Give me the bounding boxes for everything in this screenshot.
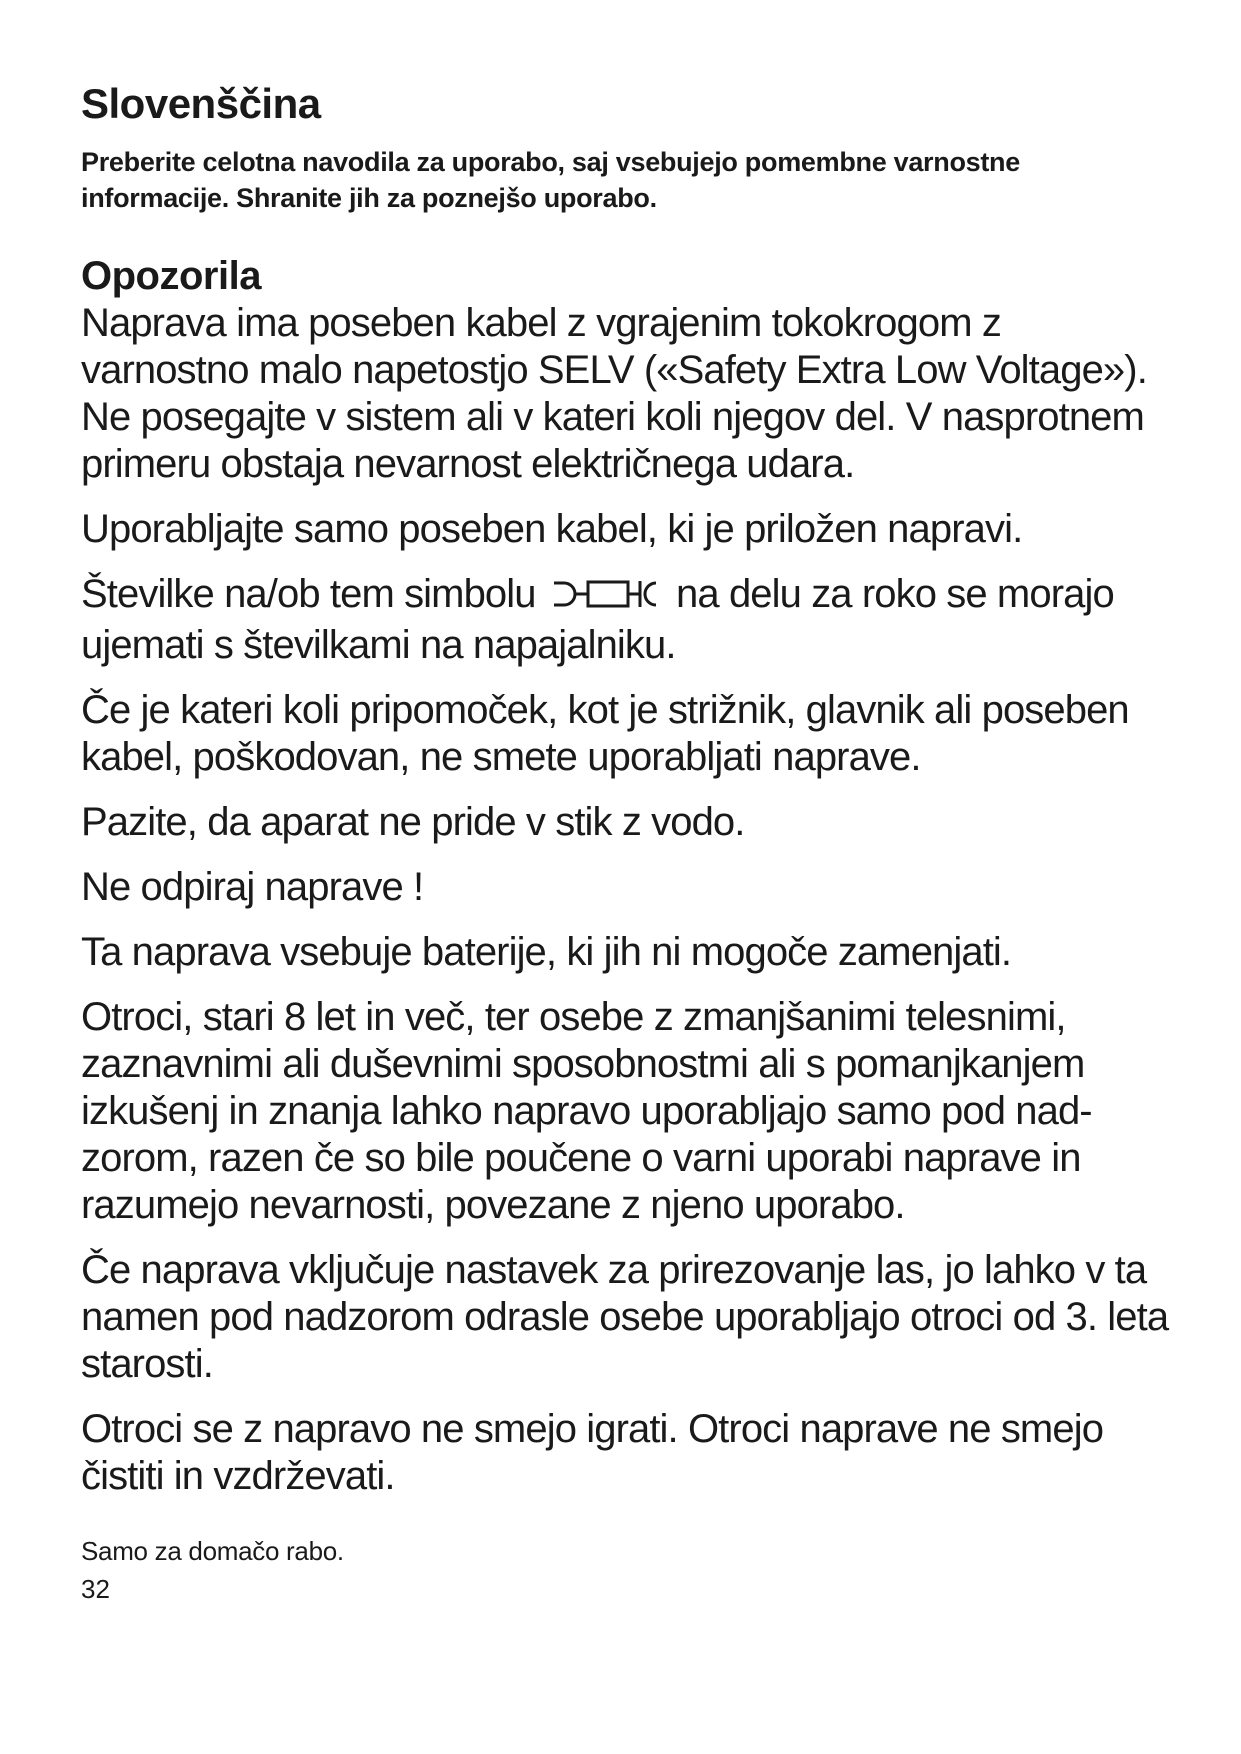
warning-paragraph-batteries: Ta naprava vsebuje baterije, ki jih ni mogoče zamenjati. xyxy=(81,930,1012,974)
section-title-warnings: Opozorila xyxy=(81,254,261,298)
warning-paragraph-water: Pazite, da aparat ne pride v stik z vodo. xyxy=(81,800,745,844)
symbol-text-before: Številke na/ob tem simbolu xyxy=(81,572,536,616)
warning-paragraph-cable: Uporabljajte samo poseben kabel, ki je priložen napravi. xyxy=(81,507,1023,551)
symbol-text-after: na delu za roko se morajo ujemati s številkami na napajalniku. xyxy=(81,572,1114,667)
warning-paragraph-children-play: Otroci se z napravo ne smejo igrati. Otroci naprave ne smejo čistiti in vzdrževati. xyxy=(81,1407,1104,1498)
footer-note: Samo za domačo rabo. xyxy=(81,1536,344,1566)
warning-paragraph-selv: Naprava ima poseben kabel z vgrajenim tokokrogom z varnostno malo napetostjo SELV («Safety Extra Low Voltage»). Ne posegajte v sistem ali v kateri koli njegov del. V nasprotnem primeru obstaja nevarnost električnega udara. xyxy=(81,301,1147,486)
language-title: Slovenščina xyxy=(81,80,321,127)
warning-paragraph-children-supervision: Otroci, stari 8 let in več, ter osebe z zmanjšanimi telesnimi, zaznavnimi ali duševnimi sposobnostmi ali s pomanjkanjem izkušenj in znanja lahko napravo uporabljajo samo pod nad-zorom, razen če so bile poučene o varni uporabi naprave in razumejo nevarnosti, povezane z njeno uporabo. xyxy=(81,995,1092,1227)
warning-paragraph-trimmer: Če naprava vključuje nastavek za prirezovanje las, jo lahko v ta namen pod nadzorom odrasle osebe uporabljajo otroci od 3. leta starosti. xyxy=(81,1248,1169,1386)
warning-paragraph-open: Ne odpiraj naprave ! xyxy=(81,865,424,909)
page-number: 32 xyxy=(81,1574,110,1604)
warning-paragraph-damaged: Če je kateri koli pripomoček, kot je strižnik, glavnik ali poseben kabel, poškodovan, ne smete uporabljati naprave. xyxy=(81,688,1129,779)
power-supply-symbol-icon xyxy=(550,575,662,622)
warning-paragraph-symbol xyxy=(81,571,1171,669)
intro-text: Preberite celotna navodila za uporabo, saj vsebujejo pomembne varnostne informacije. Shranite jih za poznejšo uporabo. xyxy=(81,147,1020,213)
document-page xyxy=(81,78,1171,1606)
